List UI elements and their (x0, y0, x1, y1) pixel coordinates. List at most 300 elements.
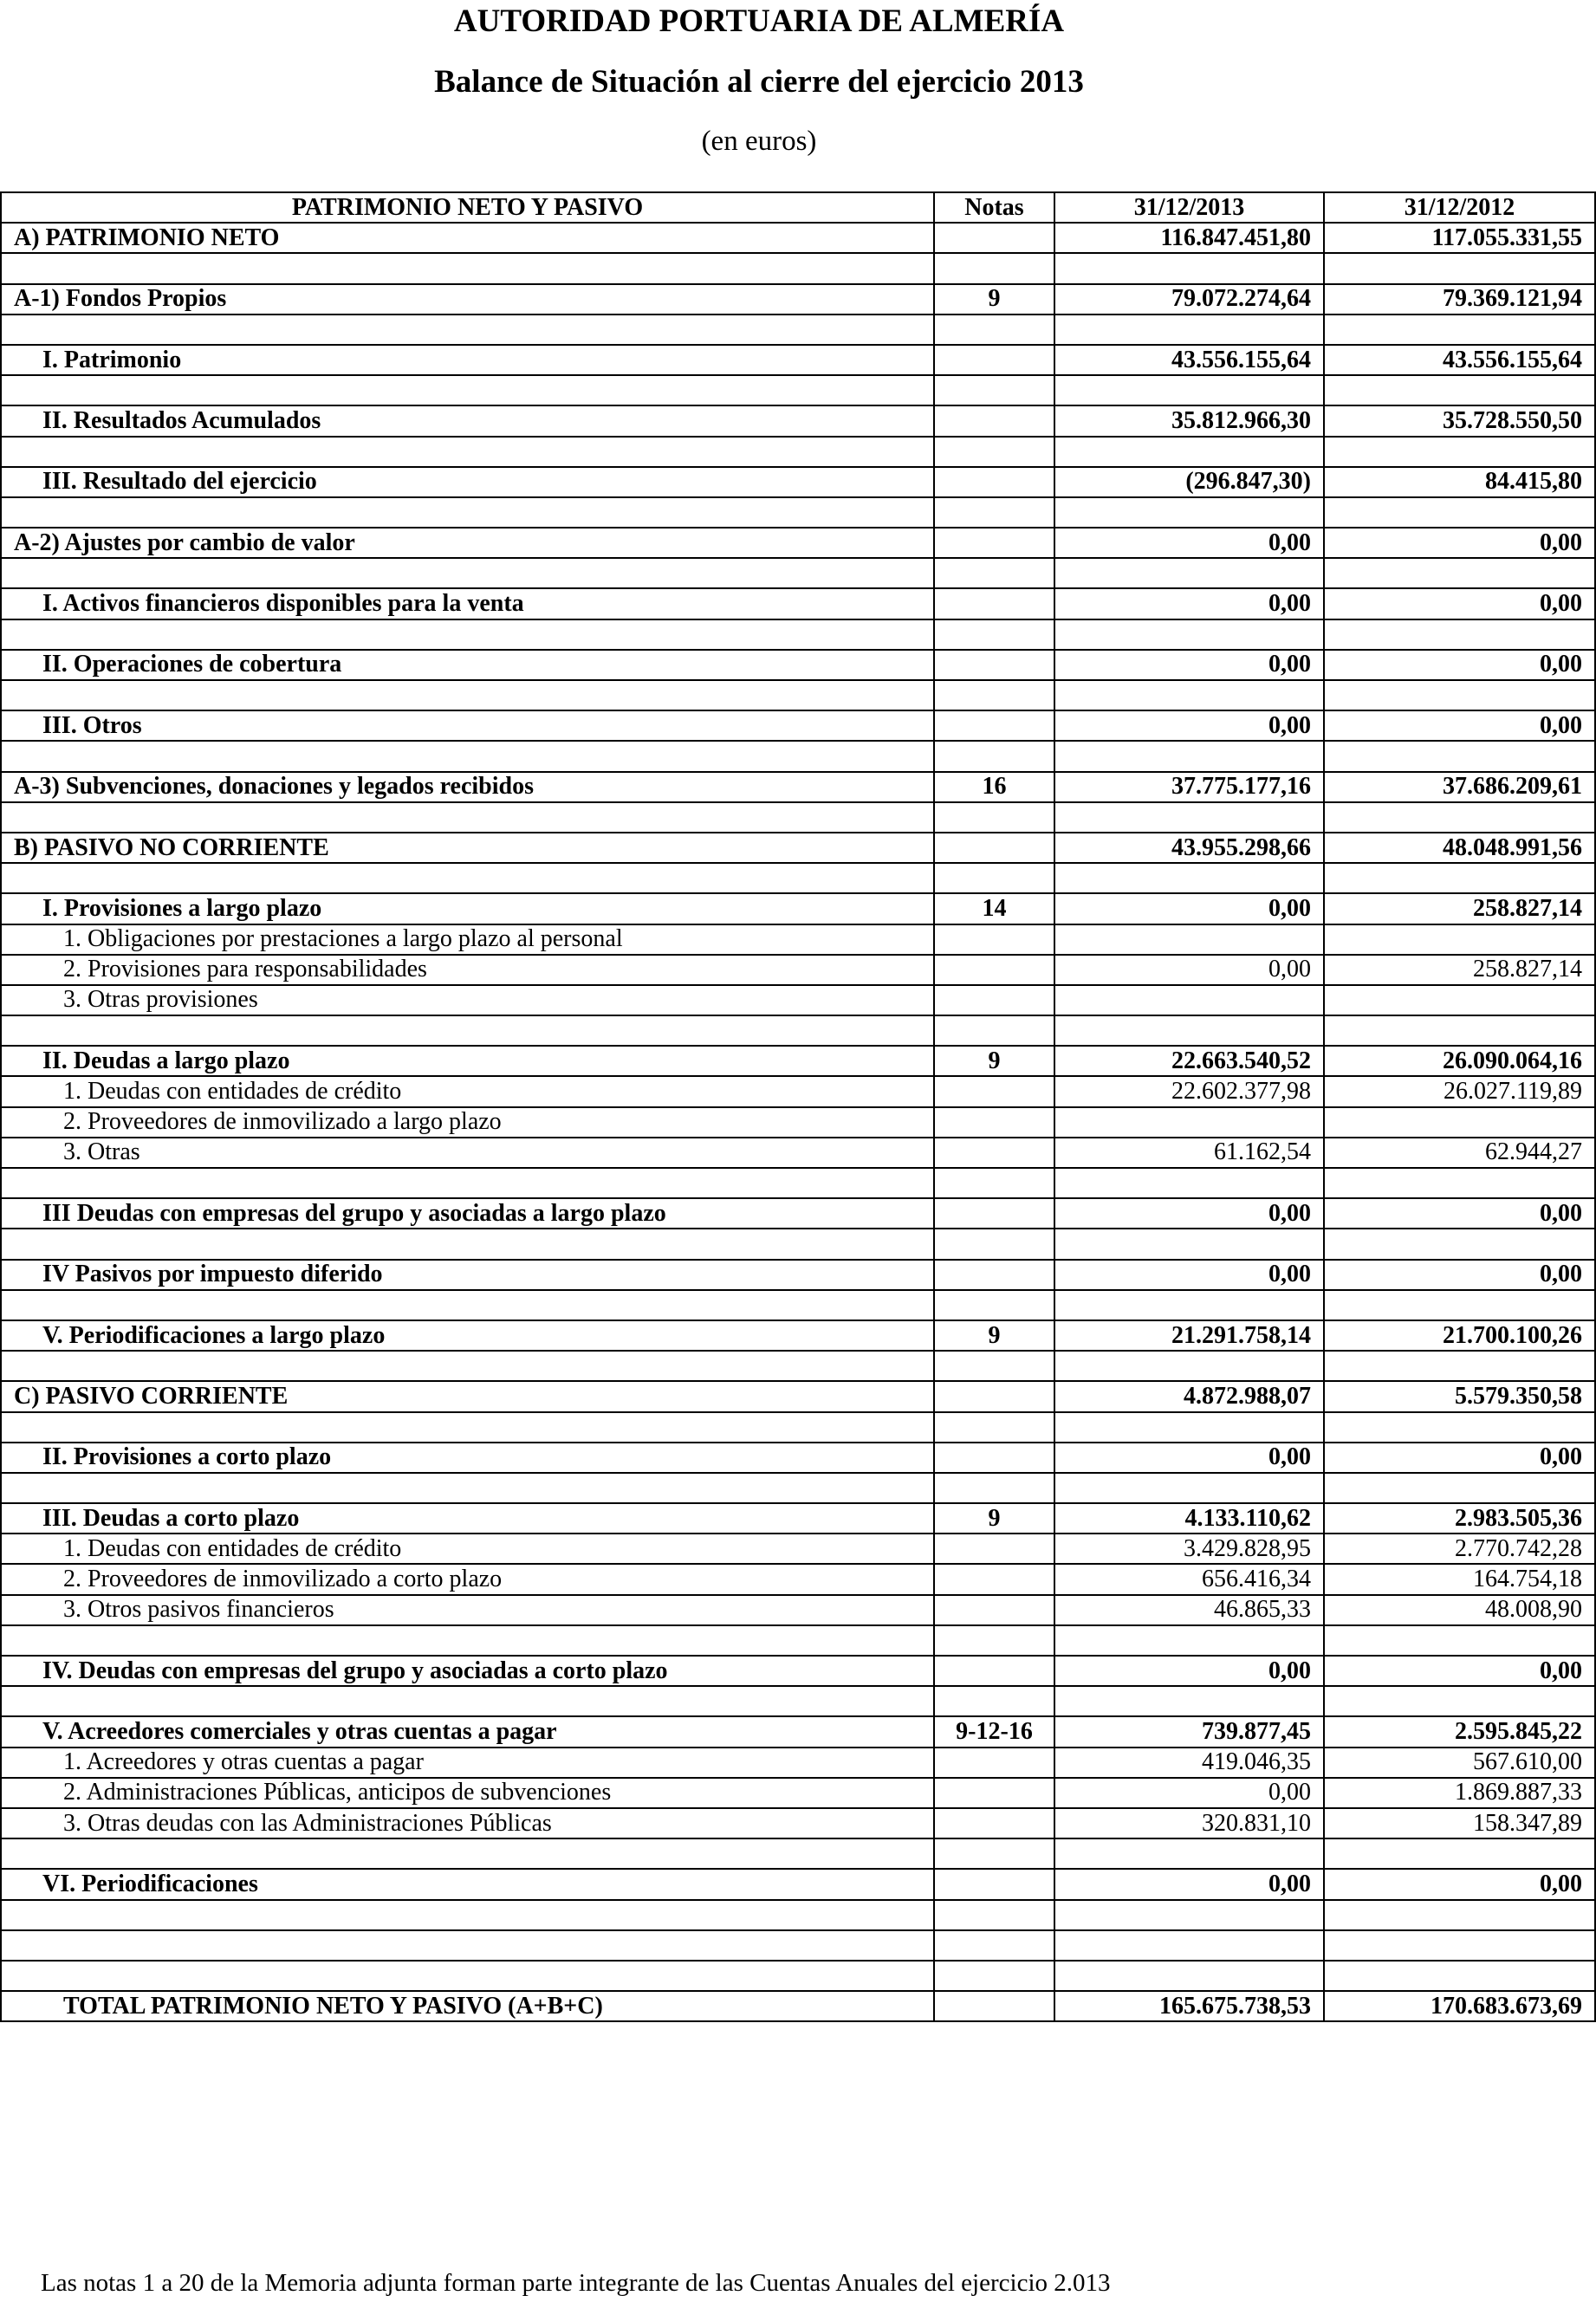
table-row (1, 863, 1595, 893)
row-notes (934, 1229, 1054, 1259)
row-notes (934, 985, 1054, 1015)
row-label (1, 1900, 934, 1930)
row-notes (934, 1930, 1054, 1961)
row-value-2013 (1054, 437, 1324, 467)
row-label: 2. Administraciones Públicas, anticipos de subvenciones (1, 1778, 934, 1808)
row-value-2013: 4.872.988,07 (1054, 1381, 1324, 1411)
row-notes (934, 741, 1054, 771)
row-label (1, 437, 934, 467)
row-notes: 9 (934, 1320, 1054, 1351)
table-row (1, 1046, 1595, 1076)
row-label: 3. Otras (1, 1138, 934, 1168)
row-label: III. Otros (1, 710, 934, 741)
row-value-2013: 165.675.738,53 (1054, 1991, 1324, 2021)
row-value-2012: 2.770.742,28 (1324, 1534, 1595, 1564)
row-label: VI. Periodificaciones (1, 1869, 934, 1899)
row-label (1, 1351, 934, 1381)
row-value-2013 (1054, 985, 1324, 1015)
row-value-2012 (1324, 1625, 1595, 1656)
row-value-2013: 0,00 (1054, 1869, 1324, 1899)
row-label: V. Periodificaciones a largo plazo (1, 1320, 934, 1351)
row-notes (934, 802, 1054, 833)
row-notes (934, 1534, 1054, 1564)
row-notes (934, 955, 1054, 985)
row-notes: 9-12-16 (934, 1716, 1054, 1747)
row-value-2013: 0,00 (1054, 893, 1324, 924)
row-notes (934, 467, 1054, 497)
row-notes (934, 314, 1054, 345)
row-value-2013 (1054, 1229, 1324, 1259)
row-value-2012: 48.048.991,56 (1324, 833, 1595, 863)
row-label (1, 1015, 934, 1046)
table-row (1, 1381, 1595, 1411)
row-value-2013 (1054, 1961, 1324, 1991)
row-value-2012: 2.595.845,22 (1324, 1716, 1595, 1747)
footer-note: Las notas 1 a 20 de la Memoria adjunta forman parte integrante de las Cuentas Anuales del ejercicio 2.013 (41, 2269, 1111, 2297)
row-value-2013: 61.162,54 (1054, 1138, 1324, 1168)
row-value-2012 (1324, 437, 1595, 467)
table-row (1, 1625, 1595, 1656)
row-value-2012: 5.579.350,58 (1324, 1381, 1595, 1411)
row-notes (934, 405, 1054, 436)
row-label (1, 1625, 934, 1656)
row-value-2013 (1054, 1015, 1324, 1046)
row-value-2013: 0,00 (1054, 955, 1324, 985)
row-notes (934, 1778, 1054, 1808)
row-value-2013: 0,00 (1054, 710, 1324, 741)
row-label: 1. Acreedores y otras cuentas a pagar (1, 1748, 934, 1778)
row-label (1, 1168, 934, 1198)
row-value-2013 (1054, 802, 1324, 833)
row-label (1, 1412, 934, 1443)
table-row (1, 284, 1595, 314)
row-notes (934, 1625, 1054, 1656)
row-notes (934, 1076, 1054, 1106)
table-row (1, 588, 1595, 619)
row-label (1, 1838, 934, 1869)
table-row (1, 772, 1595, 802)
table-row (1, 833, 1595, 863)
table-row (1, 1961, 1595, 1991)
table-row (1, 1930, 1595, 1961)
row-value-2013: 0,00 (1054, 1198, 1324, 1229)
table-row (1, 710, 1595, 741)
row-label: 3. Otras provisiones (1, 985, 934, 1015)
row-value-2012: 0,00 (1324, 1260, 1595, 1290)
row-value-2013: 79.072.274,64 (1054, 284, 1324, 314)
table-row (1, 1290, 1595, 1320)
row-value-2013: 46.865,33 (1054, 1595, 1324, 1625)
table-body (1, 223, 1595, 2021)
row-label: B) PASIVO NO CORRIENTE (1, 833, 934, 863)
row-value-2012: 37.686.209,61 (1324, 772, 1595, 802)
row-label: 1. Deudas con entidades de crédito (1, 1076, 934, 1106)
row-notes (934, 1991, 1054, 2021)
table-row (1, 955, 1595, 985)
row-label (1, 375, 934, 405)
row-value-2013 (1054, 1473, 1324, 1503)
table-row (1, 893, 1595, 924)
row-notes (934, 1564, 1054, 1594)
row-label (1, 741, 934, 771)
row-label: 1. Deudas con entidades de crédito (1, 1534, 934, 1564)
row-value-2012: 0,00 (1324, 1656, 1595, 1686)
row-value-2013: 0,00 (1054, 1260, 1324, 1290)
row-notes (934, 650, 1054, 680)
row-value-2012 (1324, 924, 1595, 955)
row-notes (934, 924, 1054, 955)
row-value-2013 (1054, 1412, 1324, 1443)
row-value-2012 (1324, 863, 1595, 893)
row-notes (934, 1869, 1054, 1899)
row-label (1, 1229, 934, 1259)
row-value-2012: 0,00 (1324, 528, 1595, 558)
row-label (1, 802, 934, 833)
table-row (1, 1473, 1595, 1503)
row-value-2013: 0,00 (1054, 1656, 1324, 1686)
row-value-2013 (1054, 1900, 1324, 1930)
row-value-2012 (1324, 1107, 1595, 1138)
row-label: V. Acreedores comerciales y otras cuentas a pagar (1, 1716, 934, 1747)
row-notes (934, 345, 1054, 375)
row-value-2012 (1324, 1290, 1595, 1320)
row-value-2013 (1054, 1351, 1324, 1381)
row-value-2013: 0,00 (1054, 1443, 1324, 1473)
table-row (1, 680, 1595, 710)
row-value-2012 (1324, 1961, 1595, 1991)
row-value-2012: 21.700.100,26 (1324, 1320, 1595, 1351)
table-row (1, 1443, 1595, 1473)
row-notes (934, 497, 1054, 528)
row-value-2012 (1324, 497, 1595, 528)
table-row (1, 1260, 1595, 1290)
table-row (1, 1168, 1595, 1198)
row-label (1, 497, 934, 528)
row-value-2012 (1324, 1686, 1595, 1716)
table-row (1, 528, 1595, 558)
row-notes: 9 (934, 1503, 1054, 1534)
row-value-2012: 1.869.887,33 (1324, 1778, 1595, 1808)
row-value-2012 (1324, 1412, 1595, 1443)
table-row (1, 405, 1595, 436)
row-value-2012 (1324, 1168, 1595, 1198)
row-value-2012 (1324, 680, 1595, 710)
table-row (1, 1656, 1595, 1686)
table-row (1, 1015, 1595, 1046)
row-notes (934, 1260, 1054, 1290)
row-value-2012 (1324, 375, 1595, 405)
table-row (1, 1198, 1595, 1229)
table-row (1, 345, 1595, 375)
document-subtitle: Balance de Situación al cierre del ejercicio 2013 (434, 64, 1084, 100)
table-row (1, 1534, 1595, 1564)
row-value-2013: (296.847,30) (1054, 467, 1324, 497)
row-label: 2. Provisiones para responsabilidades (1, 955, 934, 985)
row-label (1, 1473, 934, 1503)
row-value-2013 (1054, 680, 1324, 710)
row-value-2013 (1054, 558, 1324, 588)
table-row (1, 558, 1595, 588)
row-value-2013 (1054, 314, 1324, 345)
row-value-2013 (1054, 375, 1324, 405)
row-label: IV Pasivos por impuesto diferido (1, 1260, 934, 1290)
row-value-2013 (1054, 1930, 1324, 1961)
row-value-2012 (1324, 985, 1595, 1015)
header-notes: Notas (934, 192, 1054, 223)
row-label: I. Activos financieros disponibles para la venta (1, 588, 934, 619)
row-notes: 9 (934, 1046, 1054, 1076)
row-notes (934, 1015, 1054, 1046)
row-notes (934, 1900, 1054, 1930)
row-label: II. Operaciones de cobertura (1, 650, 934, 680)
row-notes (934, 1473, 1054, 1503)
header-2012: 31/12/2012 (1324, 192, 1595, 223)
row-value-2013 (1054, 1290, 1324, 1320)
row-value-2012 (1324, 1900, 1595, 1930)
row-value-2013: 35.812.966,30 (1054, 405, 1324, 436)
row-label: II. Deudas a largo plazo (1, 1046, 934, 1076)
row-notes (934, 680, 1054, 710)
table-row (1, 1107, 1595, 1138)
row-label: A-3) Subvenciones, donaciones y legados recibidos (1, 772, 934, 802)
row-notes (934, 528, 1054, 558)
row-value-2012: 170.683.673,69 (1324, 1991, 1595, 2021)
row-value-2012: 567.610,00 (1324, 1748, 1595, 1778)
table-row (1, 1838, 1595, 1869)
row-label: III. Resultado del ejercicio (1, 467, 934, 497)
document-title: AUTORIDAD PORTUARIA DE ALMERÍA (453, 3, 1065, 39)
table-row (1, 1351, 1595, 1381)
row-value-2013: 0,00 (1054, 650, 1324, 680)
table-row (1, 802, 1595, 833)
table-row (1, 375, 1595, 405)
header-2013: 31/12/2013 (1054, 192, 1324, 223)
row-label: I. Patrimonio (1, 345, 934, 375)
row-value-2013 (1054, 741, 1324, 771)
row-notes (934, 1381, 1054, 1411)
row-notes (934, 1838, 1054, 1869)
row-value-2012: 164.754,18 (1324, 1564, 1595, 1594)
table-row (1, 1076, 1595, 1106)
row-notes (934, 1748, 1054, 1778)
row-value-2012: 79.369.121,94 (1324, 284, 1595, 314)
row-notes (934, 1595, 1054, 1625)
row-value-2013: 43.556.155,64 (1054, 345, 1324, 375)
table-row (1, 437, 1595, 467)
row-label (1, 680, 934, 710)
row-notes (934, 1198, 1054, 1229)
row-value-2013: 0,00 (1054, 588, 1324, 619)
table-row (1, 619, 1595, 650)
row-notes (934, 1107, 1054, 1138)
row-label: III Deudas con empresas del grupo y asociadas a largo plazo (1, 1198, 934, 1229)
table-row (1, 924, 1595, 955)
row-value-2012: 0,00 (1324, 650, 1595, 680)
table-row (1, 223, 1595, 253)
row-value-2012: 117.055.331,55 (1324, 223, 1595, 253)
table-row (1, 985, 1595, 1015)
row-value-2012: 43.556.155,64 (1324, 345, 1595, 375)
row-notes (934, 833, 1054, 863)
table-row (1, 1748, 1595, 1778)
row-notes (934, 437, 1054, 467)
currency-units: (en euros) (701, 126, 817, 157)
table-row (1, 1991, 1595, 2021)
row-label: TOTAL PATRIMONIO NETO Y PASIVO (A+B+C) (1, 1991, 934, 2021)
row-value-2012: 258.827,14 (1324, 893, 1595, 924)
row-value-2013 (1054, 1168, 1324, 1198)
table-row (1, 1778, 1595, 1808)
row-value-2012 (1324, 1838, 1595, 1869)
row-value-2013 (1054, 1107, 1324, 1138)
row-notes (934, 1808, 1054, 1838)
row-value-2013: 320.831,10 (1054, 1808, 1324, 1838)
table-row (1, 253, 1595, 283)
row-value-2012: 35.728.550,50 (1324, 405, 1595, 436)
row-notes: 14 (934, 893, 1054, 924)
row-label (1, 619, 934, 650)
table-row (1, 1716, 1595, 1747)
row-label: I. Provisiones a largo plazo (1, 893, 934, 924)
row-value-2012: 0,00 (1324, 710, 1595, 741)
table-row (1, 1320, 1595, 1351)
row-value-2013: 3.429.828,95 (1054, 1534, 1324, 1564)
row-notes (934, 1656, 1054, 1686)
row-value-2013 (1054, 619, 1324, 650)
row-value-2012 (1324, 619, 1595, 650)
row-label: 1. Obligaciones por prestaciones a largo plazo al personal (1, 924, 934, 955)
table-row (1, 1503, 1595, 1534)
row-label (1, 863, 934, 893)
row-value-2013: 116.847.451,80 (1054, 223, 1324, 253)
row-value-2012: 84.415,80 (1324, 467, 1595, 497)
row-notes (934, 710, 1054, 741)
row-value-2013 (1054, 253, 1324, 283)
row-value-2012: 0,00 (1324, 1869, 1595, 1899)
row-label: A) PATRIMONIO NETO (1, 223, 934, 253)
row-value-2012 (1324, 1229, 1595, 1259)
table-row (1, 1808, 1595, 1838)
table-row (1, 741, 1595, 771)
row-value-2013: 0,00 (1054, 528, 1324, 558)
row-label (1, 253, 934, 283)
row-value-2013 (1054, 1625, 1324, 1656)
row-value-2013: 4.133.110,62 (1054, 1503, 1324, 1534)
row-notes (934, 253, 1054, 283)
row-value-2012 (1324, 314, 1595, 345)
row-value-2012: 0,00 (1324, 1198, 1595, 1229)
row-notes: 16 (934, 772, 1054, 802)
row-notes (934, 558, 1054, 588)
row-label: C) PASIVO CORRIENTE (1, 1381, 934, 1411)
row-notes (934, 1138, 1054, 1168)
row-value-2013: 37.775.177,16 (1054, 772, 1324, 802)
row-value-2012 (1324, 802, 1595, 833)
row-label (1, 1961, 934, 1991)
row-value-2013: 656.416,34 (1054, 1564, 1324, 1594)
row-value-2013 (1054, 924, 1324, 955)
row-notes (934, 1290, 1054, 1320)
row-value-2012: 62.944,27 (1324, 1138, 1595, 1168)
row-notes (934, 1686, 1054, 1716)
table-row (1, 314, 1595, 345)
row-value-2012: 258.827,14 (1324, 955, 1595, 985)
row-value-2012 (1324, 1473, 1595, 1503)
row-value-2013: 43.955.298,66 (1054, 833, 1324, 863)
row-label: IV. Deudas con empresas del grupo y asociadas a corto plazo (1, 1656, 934, 1686)
row-label: 2. Proveedores de inmovilizado a largo plazo (1, 1107, 934, 1138)
table-row (1, 1229, 1595, 1259)
row-label: III. Deudas a corto plazo (1, 1503, 934, 1534)
row-value-2012: 0,00 (1324, 1443, 1595, 1473)
balance-sheet-table (0, 191, 1596, 2022)
row-value-2013 (1054, 497, 1324, 528)
row-value-2012 (1324, 558, 1595, 588)
row-value-2013: 0,00 (1054, 1778, 1324, 1808)
row-value-2012: 158.347,89 (1324, 1808, 1595, 1838)
row-label (1, 1290, 934, 1320)
table-row (1, 1686, 1595, 1716)
row-label: A-2) Ajustes por cambio de valor (1, 528, 934, 558)
table-header-row (1, 192, 1595, 223)
row-label: A-1) Fondos Propios (1, 284, 934, 314)
row-value-2012 (1324, 1351, 1595, 1381)
row-label: II. Provisiones a corto plazo (1, 1443, 934, 1473)
row-notes: 9 (934, 284, 1054, 314)
table-row (1, 1900, 1595, 1930)
table-row (1, 1595, 1595, 1625)
row-value-2013: 22.663.540,52 (1054, 1046, 1324, 1076)
row-value-2013: 22.602.377,98 (1054, 1076, 1324, 1106)
row-value-2013: 419.046,35 (1054, 1748, 1324, 1778)
row-notes (934, 223, 1054, 253)
table-row (1, 1564, 1595, 1594)
table-row (1, 1138, 1595, 1168)
row-notes (934, 588, 1054, 619)
row-value-2013 (1054, 1838, 1324, 1869)
row-value-2012: 48.008,90 (1324, 1595, 1595, 1625)
row-value-2013 (1054, 863, 1324, 893)
header-concept: PATRIMONIO NETO Y PASIVO (1, 192, 934, 223)
row-notes (934, 863, 1054, 893)
row-value-2012 (1324, 741, 1595, 771)
row-value-2012 (1324, 1930, 1595, 1961)
row-value-2012: 26.090.064,16 (1324, 1046, 1595, 1076)
row-notes (934, 1168, 1054, 1198)
row-label (1, 558, 934, 588)
row-notes (934, 375, 1054, 405)
row-label: 2. Proveedores de inmovilizado a corto plazo (1, 1564, 934, 1594)
row-notes (934, 1351, 1054, 1381)
row-label: II. Resultados Acumulados (1, 405, 934, 436)
row-label: 3. Otras deudas con las Administraciones Públicas (1, 1808, 934, 1838)
table-row (1, 467, 1595, 497)
row-label (1, 314, 934, 345)
row-notes (934, 619, 1054, 650)
row-label (1, 1930, 934, 1961)
row-value-2012: 2.983.505,36 (1324, 1503, 1595, 1534)
row-notes (934, 1443, 1054, 1473)
row-value-2012 (1324, 1015, 1595, 1046)
row-value-2012 (1324, 253, 1595, 283)
row-value-2013: 21.291.758,14 (1054, 1320, 1324, 1351)
row-label: 3. Otros pasivos financieros (1, 1595, 934, 1625)
table-row (1, 1412, 1595, 1443)
table-row (1, 1869, 1595, 1899)
row-notes (934, 1412, 1054, 1443)
table-row (1, 497, 1595, 528)
row-value-2012: 0,00 (1324, 588, 1595, 619)
